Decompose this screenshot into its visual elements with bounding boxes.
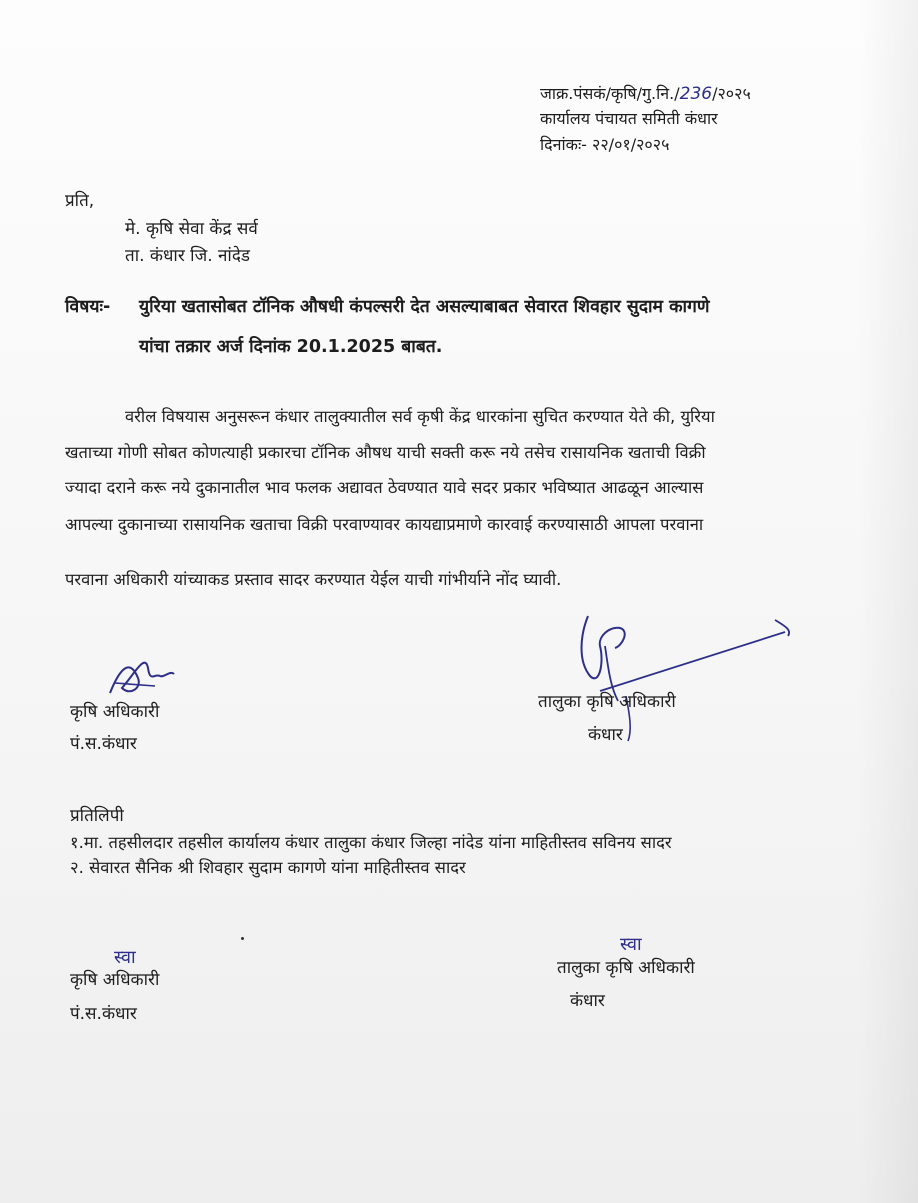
left-signed-mark: स्वा [114,947,136,968]
copies-heading: प्रतिलिपी [70,806,124,826]
left-copy-signatory-place: पं.स.कंधार [70,1004,137,1024]
ink-dot [241,937,244,940]
left-signatory-title: कृषि अधिकारी [70,702,160,722]
body-line: वरील विषयास अनुसरून कंधार तालुक्यातील सर्व कृषी केंद्र धारकांना सुचित करण्यात येते की, युरिया [125,407,715,426]
salutation: प्रति, [65,191,95,211]
reference-prefix: जाक्र.पंसकं/कृषि/गु.नि./ [540,84,680,103]
right-copy-signatory-title: तालुका कृषि अधिकारी [557,958,695,978]
letter-date: दिनांकः- २२/०१/२०२५ [540,135,670,154]
copy-item: २. सेवारत सैनिक श्री शिवहार सुदाम कागणे यांना माहितीस्तव सादर [70,858,466,877]
right-signatory-place: कंधार [588,725,623,745]
body-line: ज्यादा दराने करू नये दुकानातील भाव फलक अद्यावत ठेवण्यात यावे सदर प्रकार भविष्यात आढळून आल्यास [65,478,704,497]
right-signatory-title: तालुका कृषि अधिकारी [538,692,676,712]
copy-item: १.मा. तहसीलदार तहसील कार्यालय कंधार तालुका कंधार जिल्हा नांदेड यांना माहितीस्तव सविनय सादर [70,833,672,852]
left-signatory-place: पं.स.कंधार [70,734,137,754]
recipient-line-2: ता. कंधार जि. नांदेड [125,246,250,266]
subject-line-2: यांचा तक्रार अर्ज दिनांक 20.1.2025 बाबत. [139,337,443,357]
right-copy-signatory-place: कंधार [570,991,605,1011]
body-line: परवाना अधिकारी यांच्याकड प्रस्ताव सादर करण्यात येईल याची गांभीर्याने नोंद घ्यावी. [65,570,562,589]
reference-year: /२०२५ [712,84,751,103]
left-copy-signatory-title: कृषि अधिकारी [70,970,160,990]
reference-number-line [540,84,751,104]
body-line: खताच्या गोणी सोबत कोणत्याही प्रकारचा टॉनिक औषध याची सक्ती करू नये तसेच रासायनिक खताची विक्री [65,443,706,462]
office-name: कार्यालय पंचायत समिती कंधार [540,109,718,128]
body-line: आपल्या दुकानाच्या रासायनिक खताचा विक्री परवाण्यावर कायद्याप्रमाणे कारवाई करण्यासाठी आपला परवाना [65,515,704,534]
subject-label: विषयः- [65,297,111,317]
recipient-line-1: मे. कृषि सेवा केंद्र सर्व [125,219,258,239]
reference-handwritten-number: 236 [679,84,713,104]
right-signed-mark: स्वा [620,934,642,955]
left-signature-scribble [100,648,180,708]
subject-line-1: युरिया खतासोबत टॉनिक औषधी कंपल्सरी देत असल्याबाबत सेवारत शिवहार सुदाम कागणे [139,297,710,317]
